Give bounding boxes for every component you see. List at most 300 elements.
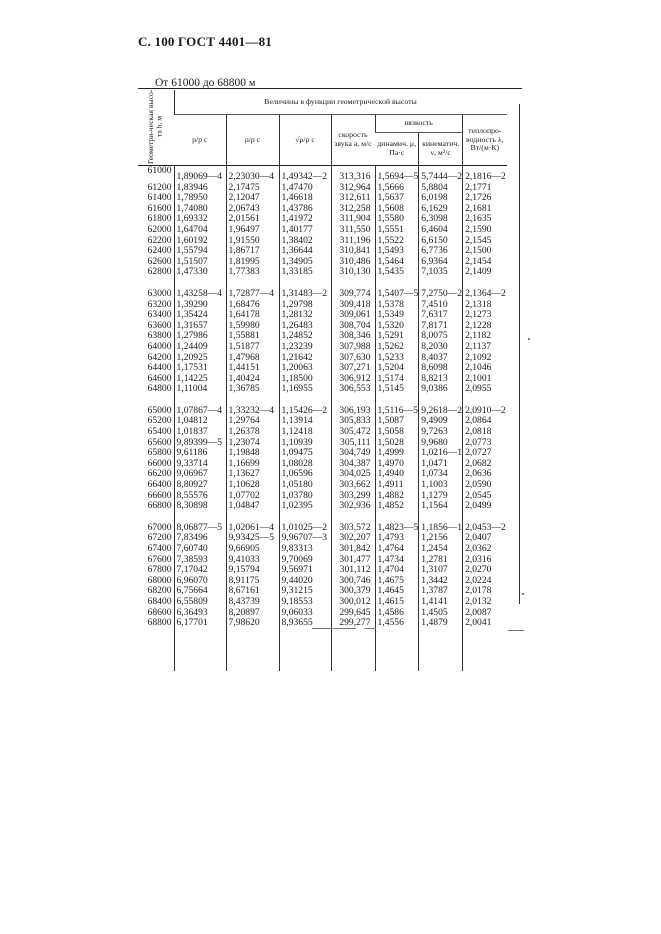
cell-density-ratio: 1,44151 — [226, 363, 279, 374]
table-tail — [138, 629, 507, 671]
cell-thermal-conductivity: 2,0955 — [463, 384, 507, 395]
cell-height: 66600 — [147, 489, 172, 501]
cell-sqrt-density-ratio: 1,43786 — [279, 204, 331, 215]
cell-kin-viscosity: 9,9680 — [419, 438, 463, 449]
cell-sound-speed: 303,572 — [331, 523, 375, 534]
cell-kin-viscosity: 7,1035 — [419, 267, 463, 278]
cell-pressure-ratio: 9,33714 — [174, 459, 226, 470]
cell-height: 62200 — [147, 234, 172, 246]
cell-density-ratio: 1,55881 — [226, 331, 279, 342]
cell-height: 66800 — [147, 500, 172, 512]
cell-sound-speed: 310,841 — [331, 246, 375, 257]
cell-pressure-ratio: 8,55576 — [174, 491, 226, 502]
cell-height: 63200 — [147, 298, 172, 310]
cell-density-ratio: 1,64178 — [226, 310, 279, 321]
cell-height: 67800 — [147, 564, 172, 576]
cell-sound-speed: 299,277 — [331, 618, 375, 629]
cell-thermal-conductivity: 2,0407 — [463, 533, 507, 544]
cell-dyn-viscosity: 1,5204 — [375, 363, 419, 374]
cell-sound-speed: 304,749 — [331, 448, 375, 459]
table-body — [138, 166, 507, 671]
cell-density-ratio: 1,04847 — [226, 501, 279, 512]
cell-thermal-conductivity: 2,0910—2 — [463, 406, 507, 417]
cell-dyn-viscosity: 1,4940 — [375, 469, 419, 480]
cell-thermal-conductivity: 2,0362 — [463, 544, 507, 555]
cell-sqrt-density-ratio: 1,13914 — [279, 416, 331, 427]
cell-sqrt-density-ratio: 1,41972 — [279, 214, 331, 225]
cell-sound-speed: 300,012 — [331, 597, 375, 608]
cell-pressure-ratio: 1,31657 — [174, 321, 226, 332]
footer-rule-2 — [364, 628, 376, 629]
cell-sound-speed: 301,112 — [331, 565, 375, 576]
cell-kin-viscosity: 6,4604 — [419, 225, 463, 236]
cell-height: 63000 — [147, 287, 172, 299]
cell-thermal-conductivity: 2,1454 — [463, 257, 507, 268]
cell-sqrt-density-ratio: 1,47470 — [279, 183, 331, 194]
cell-height: 68600 — [147, 606, 172, 618]
cell-density-ratio: 1,10628 — [226, 480, 279, 491]
cell-pressure-ratio: 1,27986 — [174, 331, 226, 342]
header-sound-speed: скорость звука a, м/с — [331, 115, 375, 166]
cell-sqrt-density-ratio: 1,28132 — [279, 310, 331, 321]
cell-kin-viscosity: 1,1003 — [419, 480, 463, 491]
cell-pressure-ratio: 1,51507 — [174, 257, 226, 268]
cell-height: 66200 — [147, 468, 172, 480]
cell-thermal-conductivity: 2,0727 — [463, 448, 507, 459]
cell-sound-speed: 312,611 — [331, 193, 375, 204]
cell-thermal-conductivity: 2,1046 — [463, 363, 507, 374]
cell-density-ratio: 2,06743 — [226, 204, 279, 215]
cell-sqrt-density-ratio: 1,38402 — [279, 236, 331, 247]
cell-density-ratio: 8,67161 — [226, 586, 279, 597]
cell-kin-viscosity: 1,4879 — [419, 618, 463, 629]
cell-thermal-conductivity: 2,0270 — [463, 565, 507, 576]
table-row — [138, 267, 507, 278]
cell-sqrt-density-ratio: 9,06033 — [279, 608, 331, 619]
cell-density-ratio: 1,47968 — [226, 353, 279, 364]
cell-sound-speed: 309,061 — [331, 310, 375, 321]
cell-pressure-ratio: 7,17042 — [174, 565, 226, 576]
cell-dyn-viscosity: 1,5580 — [375, 214, 419, 225]
cell-sound-speed: 312,964 — [331, 183, 375, 194]
cell-sound-speed: 301,477 — [331, 555, 375, 566]
footer-rule-1 — [312, 628, 356, 629]
cell-density-ratio: 1,40424 — [226, 374, 279, 385]
cell-thermal-conductivity: 2,1681 — [463, 204, 507, 215]
cell-height: 66400 — [147, 479, 172, 491]
cell-sqrt-density-ratio: 1,34905 — [279, 257, 331, 268]
cell-sound-speed: 313,316 — [331, 166, 375, 183]
cell-sound-speed: 302,936 — [331, 501, 375, 512]
cell-density-ratio: 8,43739 — [226, 597, 279, 608]
header-kin-viscosity: кинематич. ν, м²/с — [419, 133, 463, 166]
range-title-unit: м — [248, 78, 256, 89]
cell-pressure-ratio: 1,14225 — [174, 374, 226, 385]
cell-density-ratio: 1,77383 — [226, 267, 279, 278]
cell-sqrt-density-ratio: 1,15426—2 — [279, 406, 331, 417]
cell-sqrt-density-ratio: 1,23239 — [279, 342, 331, 353]
cell-pressure-ratio: 1,43258—4 — [174, 289, 226, 300]
cell-density-ratio: 2,17475 — [226, 183, 279, 194]
cell-thermal-conductivity: 2,1635 — [463, 214, 507, 225]
cell-density-ratio: 1,29764 — [226, 416, 279, 427]
cell-density-ratio: 1,72877—4 — [226, 289, 279, 300]
cell-density-ratio: 1,23074 — [226, 438, 279, 449]
cell-pressure-ratio: 1,35424 — [174, 310, 226, 321]
cell-dyn-viscosity: 1,4911 — [375, 480, 419, 491]
cell-sqrt-density-ratio: 1,40177 — [279, 225, 331, 236]
cell-kin-viscosity: 1,3787 — [419, 586, 463, 597]
cell-density-ratio: 1,51877 — [226, 342, 279, 353]
cell-sound-speed: 311,904 — [331, 214, 375, 225]
cell-thermal-conductivity: 2,0682 — [463, 459, 507, 470]
table-row — [138, 289, 507, 300]
cell-dyn-viscosity: 1,4734 — [375, 555, 419, 566]
cell-dyn-viscosity: 1,4793 — [375, 533, 419, 544]
cell-thermal-conductivity: 2,0178 — [463, 586, 507, 597]
cell-pressure-ratio: 1,17531 — [174, 363, 226, 374]
cell-kin-viscosity: 1,3107 — [419, 565, 463, 576]
cell-dyn-viscosity: 1,4823—5 — [375, 523, 419, 534]
cell-thermal-conductivity: 2,0087 — [463, 608, 507, 619]
cell-dyn-viscosity: 1,5349 — [375, 310, 419, 321]
cell-height: 62800 — [147, 266, 172, 278]
cell-density-ratio: 1,16699 — [226, 459, 279, 470]
cell-pressure-ratio: 6,55809 — [174, 597, 226, 608]
cell-thermal-conductivity: 2,1137 — [463, 342, 507, 353]
cell-dyn-viscosity: 1,5233 — [375, 353, 419, 364]
cell-height: 65600 — [147, 436, 172, 448]
cell-sound-speed: 301,842 — [331, 544, 375, 555]
cell-density-ratio: 2,23030—4 — [226, 166, 279, 183]
cell-thermal-conductivity: 2,0773 — [463, 438, 507, 449]
cell-kin-viscosity: 8,6098 — [419, 363, 463, 374]
cell-kin-viscosity: 1,1564 — [419, 501, 463, 512]
cell-sound-speed: 309,418 — [331, 300, 375, 311]
cell-density-ratio: 2,12047 — [226, 193, 279, 204]
cell-sound-speed: 305,833 — [331, 416, 375, 427]
cell-height: 63600 — [147, 319, 172, 331]
cell-sound-speed: 308,704 — [331, 321, 375, 332]
cell-dyn-viscosity: 1,5262 — [375, 342, 419, 353]
cell-sqrt-density-ratio: 1,05180 — [279, 480, 331, 491]
cell-density-ratio: 7,98620 — [226, 618, 279, 629]
cell-pressure-ratio: 1,89069—4 — [174, 166, 226, 183]
cell-sound-speed: 307,271 — [331, 363, 375, 374]
header-density-ratio: ρ/ρ с — [226, 115, 279, 166]
cell-kin-viscosity: 6,7736 — [419, 246, 463, 257]
cell-sound-speed: 306,193 — [331, 406, 375, 417]
cell-sqrt-density-ratio: 1,01025—2 — [279, 523, 331, 534]
cell-density-ratio: 1,07702 — [226, 491, 279, 502]
cell-dyn-viscosity: 1,5291 — [375, 331, 419, 342]
cell-height: 68000 — [147, 574, 172, 586]
cell-kin-viscosity: 7,4510 — [419, 300, 463, 311]
cell-density-ratio: 1,81995 — [226, 257, 279, 268]
cell-sound-speed: 302,207 — [331, 533, 375, 544]
cell-kin-viscosity: 8,0075 — [419, 331, 463, 342]
cell-kin-viscosity: 1,2156 — [419, 533, 463, 544]
cell-thermal-conductivity: 2,0041 — [463, 618, 507, 629]
cell-thermal-conductivity: 2,0224 — [463, 576, 507, 587]
cell-dyn-viscosity: 1,4675 — [375, 576, 419, 587]
cell-sound-speed: 303,299 — [331, 491, 375, 502]
cell-sqrt-density-ratio: 1,46618 — [279, 193, 331, 204]
table-row — [138, 342, 507, 353]
header-viscosity: вязкость — [375, 115, 463, 133]
cell-kin-viscosity: 8,4037 — [419, 353, 463, 364]
cell-thermal-conductivity: 2,1364—2 — [463, 289, 507, 300]
cell-pressure-ratio: 1,55794 — [174, 246, 226, 257]
cell-pressure-ratio: 6,96070 — [174, 576, 226, 587]
cell-height: 64800 — [147, 383, 172, 395]
cell-kin-viscosity: 9,7263 — [419, 427, 463, 438]
cell-pressure-ratio: 1,69332 — [174, 214, 226, 225]
cell-pressure-ratio: 1,78950 — [174, 193, 226, 204]
cell-thermal-conductivity: 2,1726 — [463, 193, 507, 204]
cell-kin-viscosity: 1,0734 — [419, 469, 463, 480]
table-row — [138, 597, 507, 608]
cell-sqrt-density-ratio: 1,20063 — [279, 363, 331, 374]
cell-dyn-viscosity: 1,5407—5 — [375, 289, 419, 300]
cell-kin-viscosity: 8,8213 — [419, 374, 463, 385]
cell-pressure-ratio: 1,83946 — [174, 183, 226, 194]
cell-pressure-ratio: 1,11004 — [174, 384, 226, 395]
cell-sqrt-density-ratio: 1,06596 — [279, 469, 331, 480]
cell-thermal-conductivity: 2,0499 — [463, 501, 507, 512]
cell-height: 64600 — [147, 372, 172, 384]
cell-dyn-viscosity: 1,4764 — [375, 544, 419, 555]
table-row — [138, 384, 507, 395]
cell-density-ratio: 1,33232—4 — [226, 406, 279, 417]
cell-sound-speed: 307,630 — [331, 353, 375, 364]
cell-dyn-viscosity: 1,4999 — [375, 448, 419, 459]
cell-height: 64400 — [147, 362, 172, 374]
cell-sound-speed: 308,346 — [331, 331, 375, 342]
cell-sqrt-density-ratio: 1,24852 — [279, 331, 331, 342]
speck — [528, 338, 530, 340]
header-sqrt-density-ratio: √ρ/ρ с — [279, 115, 331, 166]
cell-sound-speed: 306,912 — [331, 374, 375, 385]
cell-sqrt-density-ratio: 9,83313 — [279, 544, 331, 555]
cell-sqrt-density-ratio: 1,26483 — [279, 321, 331, 332]
cell-height: 62400 — [147, 245, 172, 257]
cell-height: 67400 — [147, 543, 172, 554]
cell-kin-viscosity: 9,4909 — [419, 416, 463, 427]
cell-sqrt-density-ratio: 1,21642 — [279, 353, 331, 364]
cell-sound-speed: 303,662 — [331, 480, 375, 491]
cell-dyn-viscosity: 1,5637 — [375, 193, 419, 204]
cell-density-ratio: 8,20897 — [226, 608, 279, 619]
cell-thermal-conductivity: 2,0132 — [463, 597, 507, 608]
cell-sqrt-density-ratio: 1,02395 — [279, 501, 331, 512]
cell-dyn-viscosity: 1,5087 — [375, 416, 419, 427]
cell-height: 68400 — [147, 595, 172, 607]
cell-sqrt-density-ratio: 1,08028 — [279, 459, 331, 470]
cell-thermal-conductivity: 2,0545 — [463, 491, 507, 502]
cell-height: 65400 — [147, 426, 172, 438]
cell-pressure-ratio: 9,89399—5 — [174, 438, 226, 449]
cell-pressure-ratio: 8,30898 — [174, 501, 226, 512]
cell-thermal-conductivity: 2,0590 — [463, 480, 507, 491]
cell-thermal-conductivity: 2,0864 — [463, 416, 507, 427]
cell-height: 61600 — [147, 202, 172, 214]
cell-pressure-ratio: 1,64704 — [174, 225, 226, 236]
cell-kin-viscosity: 5,8804 — [419, 183, 463, 194]
cell-thermal-conductivity: 2,0818 — [463, 427, 507, 438]
footer-rule-3 — [508, 630, 524, 631]
cell-density-ratio: 9,66905 — [226, 544, 279, 555]
cell-height: 64200 — [147, 351, 172, 363]
atmosphere-table — [138, 90, 507, 671]
cell-dyn-viscosity: 1,5522 — [375, 236, 419, 247]
cell-sqrt-density-ratio: 1,29798 — [279, 300, 331, 311]
header-dyn-viscosity: динамич. μ, Па·с — [375, 133, 419, 166]
cell-dyn-viscosity: 1,5551 — [375, 225, 419, 236]
cell-height: 64000 — [147, 340, 172, 352]
cell-sound-speed: 300,379 — [331, 586, 375, 597]
cell-sqrt-density-ratio: 8,93655 — [279, 618, 331, 629]
cell-pressure-ratio: 8,80927 — [174, 480, 226, 491]
cell-dyn-viscosity: 1,4882 — [375, 491, 419, 502]
cell-dyn-viscosity: 1,4586 — [375, 608, 419, 619]
cell-pressure-ratio: 7,83496 — [174, 533, 226, 544]
cell-sqrt-density-ratio: 9,44020 — [279, 576, 331, 587]
cell-height: 62600 — [147, 255, 172, 267]
cell-dyn-viscosity: 1,5608 — [375, 204, 419, 215]
cell-thermal-conductivity: 2,1318 — [463, 300, 507, 311]
cell-kin-viscosity: 1,0216—1 — [419, 448, 463, 459]
cell-height: 61800 — [147, 213, 172, 225]
cell-height: 67600 — [147, 553, 172, 565]
cell-sqrt-density-ratio: 9,31215 — [279, 586, 331, 597]
cell-dyn-viscosity: 1,4645 — [375, 586, 419, 597]
cell-pressure-ratio: 7,60740 — [174, 544, 226, 555]
cell-height: 67200 — [147, 532, 172, 544]
cell-density-ratio: 9,93425—5 — [226, 533, 279, 544]
cell-dyn-viscosity: 1,5464 — [375, 257, 419, 268]
cell-density-ratio: 1,26378 — [226, 427, 279, 438]
header-pressure-ratio: p/p с — [174, 115, 226, 166]
cell-density-ratio: 9,15794 — [226, 565, 279, 576]
page-header: С. 100 ГОСТ 4401—81 — [138, 34, 272, 49]
cell-sound-speed: 305,111 — [331, 438, 375, 449]
header-group: Величины в функции геометрической высоты — [174, 90, 507, 115]
cell-dyn-viscosity: 1,5694—5 — [375, 166, 419, 183]
cell-dyn-viscosity: 1,5493 — [375, 246, 419, 257]
cell-sqrt-density-ratio: 9,70069 — [279, 555, 331, 566]
cell-sqrt-density-ratio: 9,18553 — [279, 597, 331, 608]
cell-pressure-ratio: 7,38593 — [174, 555, 226, 566]
cell-thermal-conductivity: 2,1500 — [463, 246, 507, 257]
cell-kin-viscosity: 1,4505 — [419, 608, 463, 619]
cell-sound-speed: 304,387 — [331, 459, 375, 470]
cell-thermal-conductivity: 2,1273 — [463, 310, 507, 321]
cell-sqrt-density-ratio: 1,49342—2 — [279, 166, 331, 183]
cell-sqrt-density-ratio: 1,36644 — [279, 246, 331, 257]
cell-pressure-ratio: 1,04812 — [174, 416, 226, 427]
cell-sound-speed: 309,774 — [331, 289, 375, 300]
cell-thermal-conductivity: 2,0636 — [463, 469, 507, 480]
cell-dyn-viscosity: 1,5028 — [375, 438, 419, 449]
cell-pressure-ratio: 1,74080 — [174, 204, 226, 215]
cell-sqrt-density-ratio: 1,33185 — [279, 267, 331, 278]
header-height: Геометри-ческая высо-та h, м — [138, 90, 174, 166]
cell-density-ratio: 1,68476 — [226, 300, 279, 311]
cell-height: 68200 — [147, 585, 172, 597]
cell-dyn-viscosity: 1,5378 — [375, 300, 419, 311]
cell-kin-viscosity: 6,9364 — [419, 257, 463, 268]
cell-height: 67000 — [147, 521, 172, 533]
cell-dyn-viscosity: 1,4970 — [375, 459, 419, 470]
cell-kin-viscosity: 1,1856—1 — [419, 523, 463, 534]
cell-pressure-ratio: 8,06877—5 — [174, 523, 226, 534]
cell-pressure-ratio: 1,47330 — [174, 267, 226, 278]
cell-dyn-viscosity: 1,5174 — [375, 374, 419, 385]
cell-sound-speed: 310,130 — [331, 267, 375, 278]
cell-thermal-conductivity: 2,1182 — [463, 331, 507, 342]
cell-sqrt-density-ratio: 1,12418 — [279, 427, 331, 438]
cell-sound-speed: 304,025 — [331, 469, 375, 480]
cell-sqrt-density-ratio: 1,03780 — [279, 491, 331, 502]
cell-kin-viscosity: 8,2030 — [419, 342, 463, 353]
cell-density-ratio: 1,19848 — [226, 448, 279, 459]
cell-kin-viscosity: 9,0386 — [419, 384, 463, 395]
cell-kin-viscosity: 1,4141 — [419, 597, 463, 608]
cell-dyn-viscosity: 1,5145 — [375, 384, 419, 395]
cell-sound-speed: 311,196 — [331, 236, 375, 247]
cell-height: 62000 — [147, 223, 172, 235]
cell-sqrt-density-ratio: 9,96707—3 — [279, 533, 331, 544]
cell-dyn-viscosity: 1,4615 — [375, 597, 419, 608]
cell-sound-speed: 307,988 — [331, 342, 375, 353]
cell-density-ratio: 1,59980 — [226, 321, 279, 332]
cell-height: 65800 — [147, 447, 172, 459]
cell-kin-viscosity: 1,3442 — [419, 576, 463, 587]
cell-kin-viscosity: 1,0471 — [419, 459, 463, 470]
cell-pressure-ratio: 1,60192 — [174, 236, 226, 247]
cell-sound-speed: 299,645 — [331, 608, 375, 619]
cell-thermal-conductivity: 2,1771 — [463, 183, 507, 194]
cell-density-ratio: 1,96497 — [226, 225, 279, 236]
cell-density-ratio: 1,36785 — [226, 384, 279, 395]
cell-kin-viscosity: 9,2618—2 — [419, 406, 463, 417]
cell-sqrt-density-ratio: 1,10939 — [279, 438, 331, 449]
cell-dyn-viscosity: 1,4556 — [375, 618, 419, 629]
cell-height: 61200 — [147, 181, 172, 193]
cell-thermal-conductivity: 2,0316 — [463, 555, 507, 566]
speck — [522, 593, 524, 595]
cell-sound-speed: 305,472 — [331, 427, 375, 438]
cell-sqrt-density-ratio: 1,09475 — [279, 448, 331, 459]
cell-height: 61400 — [147, 192, 172, 204]
cell-pressure-ratio: 6,75664 — [174, 586, 226, 597]
table-row — [138, 166, 507, 183]
cell-dyn-viscosity: 1,5058 — [375, 427, 419, 438]
cell-kin-viscosity: 1,2781 — [419, 555, 463, 566]
cell-sound-speed: 310,486 — [331, 257, 375, 268]
cell-height: 63400 — [147, 309, 172, 321]
cell-thermal-conductivity: 2,1228 — [463, 321, 507, 332]
cell-kin-viscosity: 6,0198 — [419, 193, 463, 204]
table-row — [138, 225, 507, 236]
cell-density-ratio: 1,91550 — [226, 236, 279, 247]
cell-pressure-ratio: 1,24409 — [174, 342, 226, 353]
cell-pressure-ratio: 1,20925 — [174, 353, 226, 364]
range-title-text: От 61000 до 68800 — [155, 77, 249, 89]
cell-height: 65000 — [147, 404, 172, 416]
cell-height: 66000 — [147, 457, 172, 469]
